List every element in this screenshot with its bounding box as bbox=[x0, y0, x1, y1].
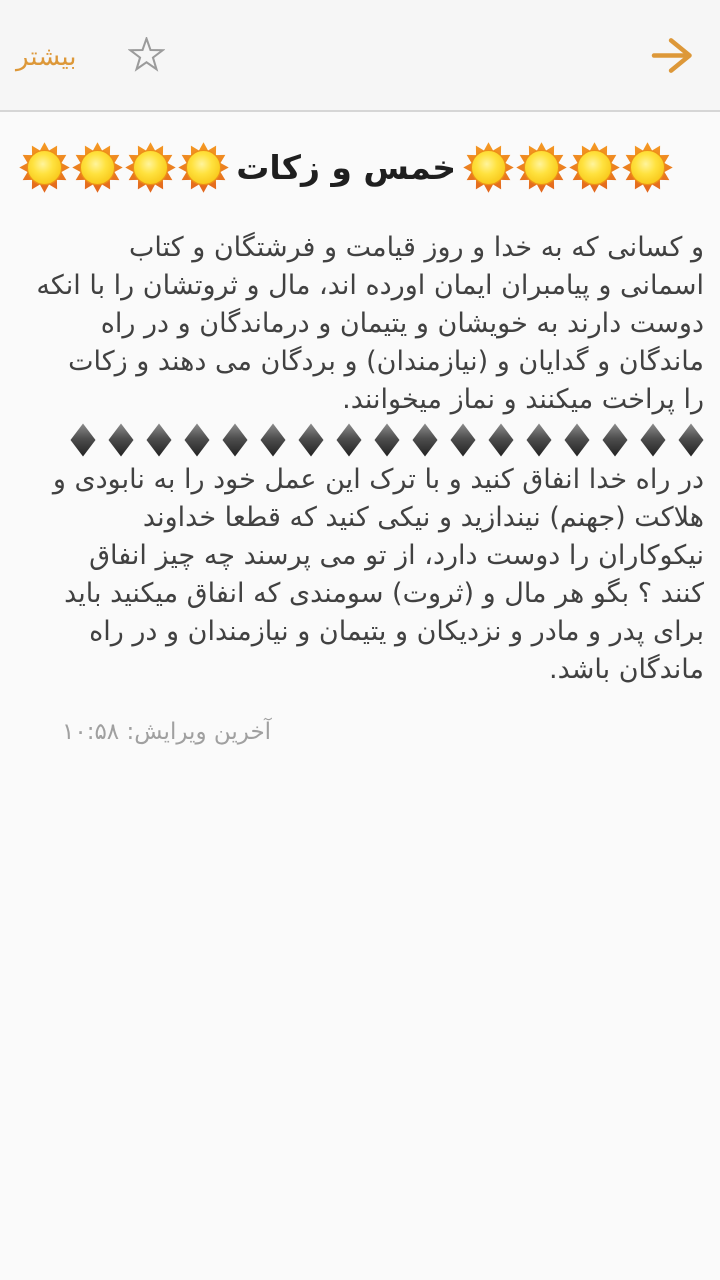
diamond-emoji-icon bbox=[336, 423, 362, 457]
diamond-emoji-icon bbox=[184, 423, 210, 457]
text-line: و کسانی که به خدا و روز قیامت و فرشتگان و کتاب bbox=[129, 232, 704, 263]
sun-emoji-icon bbox=[125, 142, 176, 193]
sun-emoji-group-left bbox=[18, 142, 230, 193]
text-line: هلاکت (جهنم) نیندازید و نیکی کنید که قطعا خداوند bbox=[142, 502, 704, 533]
diamond-emoji-row bbox=[16, 420, 704, 460]
top-bar bbox=[0, 0, 720, 112]
diamond-emoji-icon bbox=[488, 423, 514, 457]
note-title bbox=[16, 142, 674, 193]
diamond-emoji-icon bbox=[260, 423, 286, 457]
diamond-emoji-icon bbox=[374, 423, 400, 457]
diamond-emoji-icon bbox=[146, 423, 172, 457]
star-outline-icon bbox=[128, 37, 165, 74]
arrow-right-icon bbox=[651, 37, 694, 74]
text-line: دوست دارند به خویشان و یتیمان و درماندگان و در راه bbox=[100, 308, 704, 339]
sun-emoji-icon bbox=[72, 142, 123, 193]
note-paragraph-2 bbox=[16, 461, 704, 689]
diamond-emoji-icon bbox=[222, 423, 248, 457]
sun-emoji-icon bbox=[178, 142, 229, 193]
text-line: کنند ؟ بگو هر مال و (ثروت) سومندی که انفاق میکنید باید bbox=[64, 578, 704, 609]
favorite-star-button[interactable] bbox=[128, 37, 165, 74]
diamond-emoji-icon bbox=[450, 423, 476, 457]
sun-emoji-icon bbox=[569, 142, 620, 193]
note-content[interactable] bbox=[0, 112, 720, 745]
text-line: ماندگان و گدایان و (نیازمندان) و بردگان می دهند و زکات bbox=[68, 346, 704, 377]
sun-emoji-group-right bbox=[462, 142, 674, 193]
last-edited-label: آخرین ویرایش: ۱۰:۵۸ bbox=[62, 719, 272, 745]
diamond-emoji-icon bbox=[526, 423, 552, 457]
back-button[interactable] bbox=[651, 37, 694, 74]
diamond-emoji-icon bbox=[108, 423, 134, 457]
sun-emoji-icon bbox=[622, 142, 673, 193]
text-line: ماندگان باشد. bbox=[549, 654, 704, 685]
note-title-text: خمس و زکات bbox=[236, 148, 456, 187]
note-paragraph-1 bbox=[16, 229, 704, 419]
sun-emoji-icon bbox=[19, 142, 70, 193]
diamond-emoji-icon bbox=[678, 423, 704, 457]
diamond-emoji-icon bbox=[602, 423, 628, 457]
diamond-emoji-icon bbox=[412, 423, 438, 457]
text-line: اسمانی و پیامبران ایمان اورده اند، مال و ثروتشان را با انکه bbox=[36, 270, 704, 301]
sun-emoji-icon bbox=[463, 142, 514, 193]
text-line: برای پدر و مادر و نزدیکان و یتیمان و نیازمندان و در راه bbox=[89, 616, 704, 647]
more-button[interactable]: بیشتر bbox=[16, 42, 77, 72]
diamond-emoji-icon bbox=[70, 423, 96, 457]
diamond-emoji-icon bbox=[298, 423, 324, 457]
text-line: نیکوکاران را دوست دارد، از تو می پرسند چه چیز انفاق bbox=[89, 540, 704, 571]
diamond-emoji-icon bbox=[640, 423, 666, 457]
text-line: را پراخت میکنند و نماز میخوانند. bbox=[342, 384, 704, 415]
diamond-emoji-icon bbox=[564, 423, 590, 457]
sun-emoji-icon bbox=[516, 142, 567, 193]
text-line: در راه خدا انفاق کنید و با ترک این عمل خود را به نابودی و bbox=[52, 464, 704, 495]
